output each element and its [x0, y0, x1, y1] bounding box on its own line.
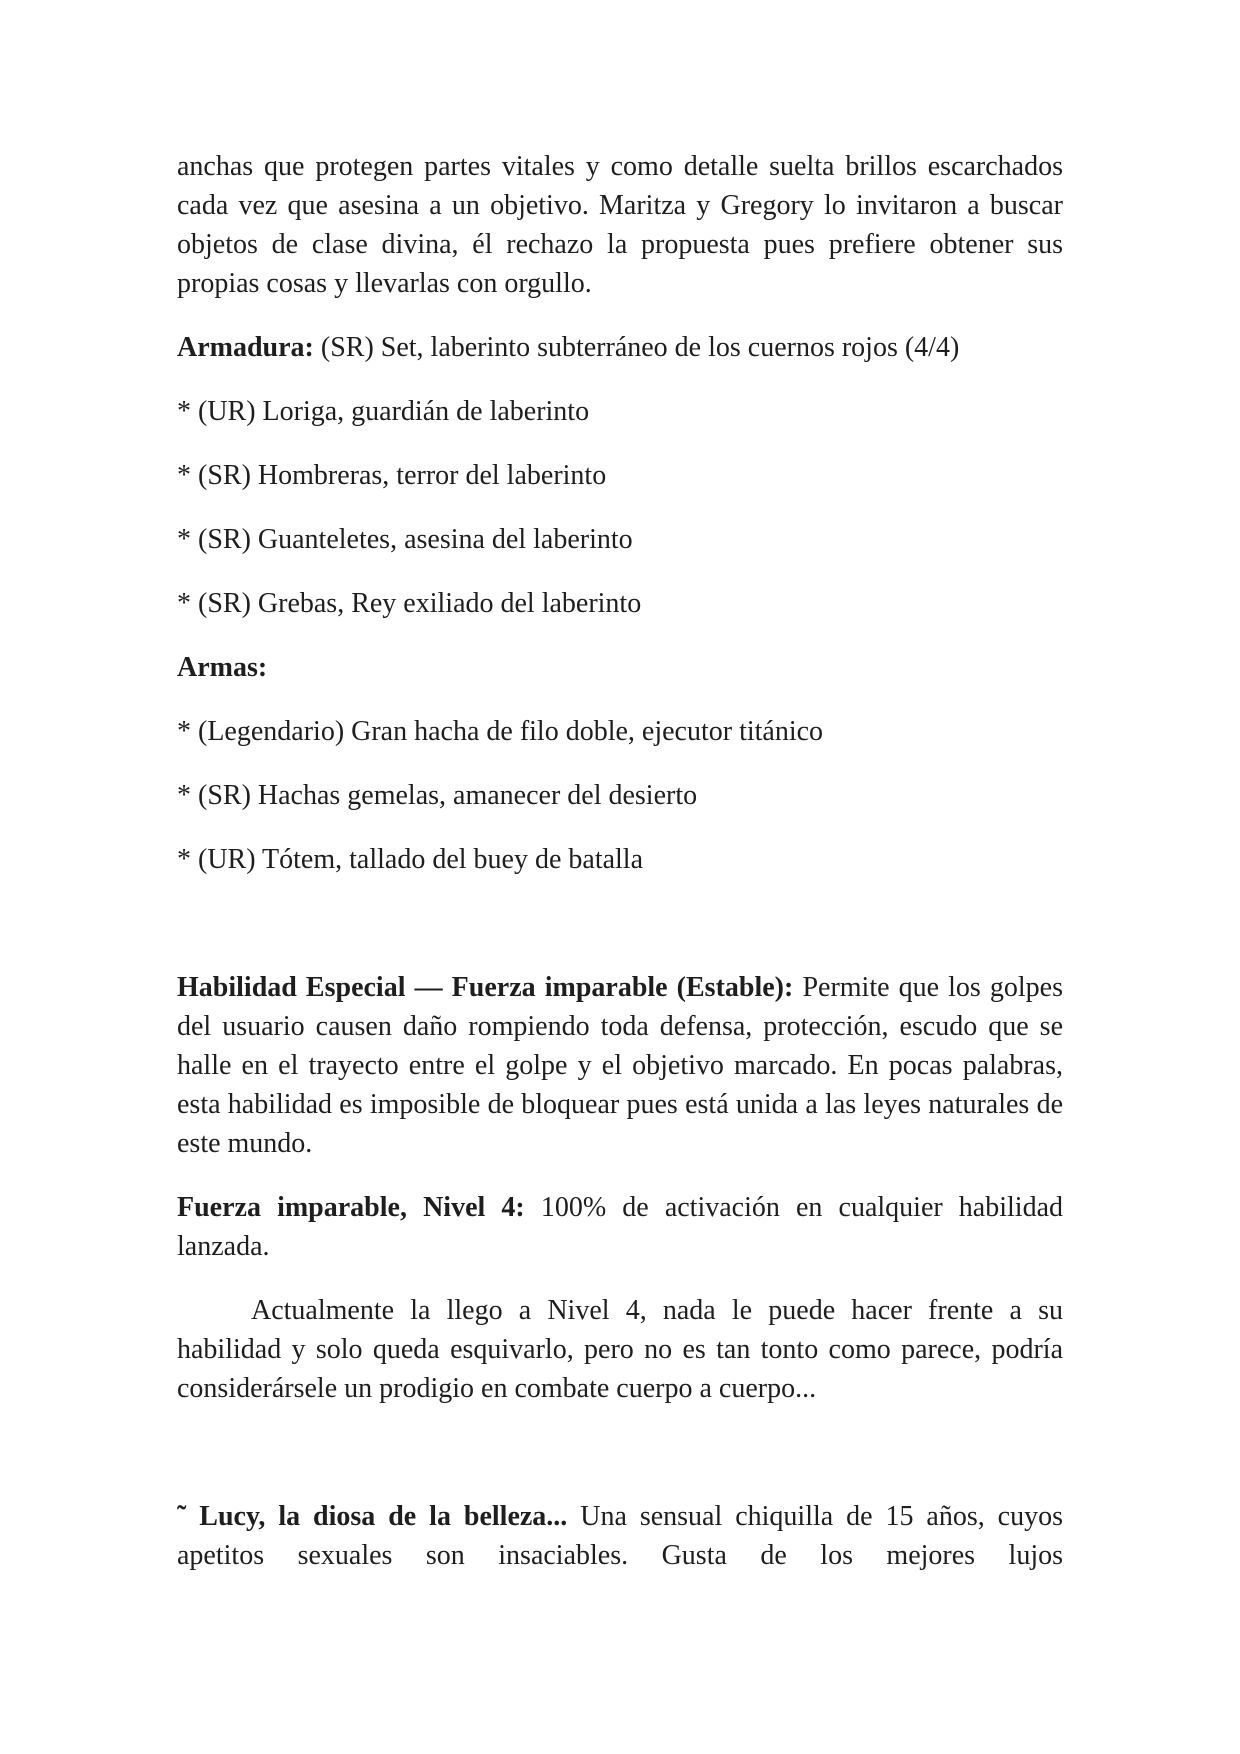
armor-item: * (UR) Loriga, guardián de laberinto: [177, 396, 590, 427]
special-ability-text: Permite que los golpes del usuario causen daño rompiendo toda defensa, protección, escudo que se halle en el trayecto entre el golpe y el objetivo marcado. En pocas palabras, esta habilidad es imposible de bloquear pues está unida a las leyes naturales de este mundo.: [177, 972, 1064, 1159]
next-character-paragraph: [177, 1497, 1063, 1575]
armor-item: * (SR) Grebas, Rey exiliado del laberinto: [177, 588, 642, 619]
armor-item: * (SR) Guanteletes, asesina del laberinto: [177, 524, 633, 555]
weapon-item: * (Legendario) Gran hacha de filo doble, ejecutor titánico: [177, 716, 824, 747]
weapons-heading: [177, 648, 1063, 687]
armor-heading: [177, 328, 1063, 367]
special-ability-label: Habilidad Especial — Fuerza imparable (Estable):: [177, 972, 794, 1003]
next-character-text: Una sensual chiquilla de 15 años, cuyos apetitos sexuales son insaciables. Gusta de los mejores lujos: [177, 1501, 1063, 1571]
closing-paragraph: Actualmente la llego a Nivel 4, nada le puede hacer frente a su habilidad y solo queda esquivarlo, pero no es tan tonto como parece, podría considerársele un prodigio en combate cuerpo a cuerpo...: [177, 1295, 1063, 1404]
armor-label: Armadura:: [177, 332, 314, 363]
ability-level-text: 100% de activación en cualquier habilidad lanzada.: [177, 1192, 1064, 1262]
weapon-item: * (UR) Tótem, tallado del buey de batalla: [177, 844, 644, 875]
intro-paragraph: anchas que protegen partes vitales y como detalle suelta brillos escarchados cada vez que asesina a un objetivo. Maritza y Gregory lo invitaron a buscar objetos de clase divina, él rechazo la propuesta pues prefiere obtener sus propias cosas y llevarlas con orgullo.: [177, 151, 1063, 299]
armor-set-text: (SR) Set, laberinto subterráneo de los cuernos rojos (4/4): [320, 332, 960, 363]
weapon-item: * (SR) Hachas gemelas, amanecer del desierto: [177, 780, 698, 811]
weapons-label: Armas:: [177, 652, 268, 683]
special-ability-paragraph: [177, 968, 1063, 1163]
next-character-label: ˜ Lucy, la diosa de la belleza...: [177, 1501, 568, 1532]
ability-level-label: Fuerza imparable, Nivel 4:: [177, 1192, 525, 1223]
armor-item: * (SR) Hombreras, terror del laberinto: [177, 460, 607, 491]
ability-level-paragraph: [177, 1188, 1063, 1266]
